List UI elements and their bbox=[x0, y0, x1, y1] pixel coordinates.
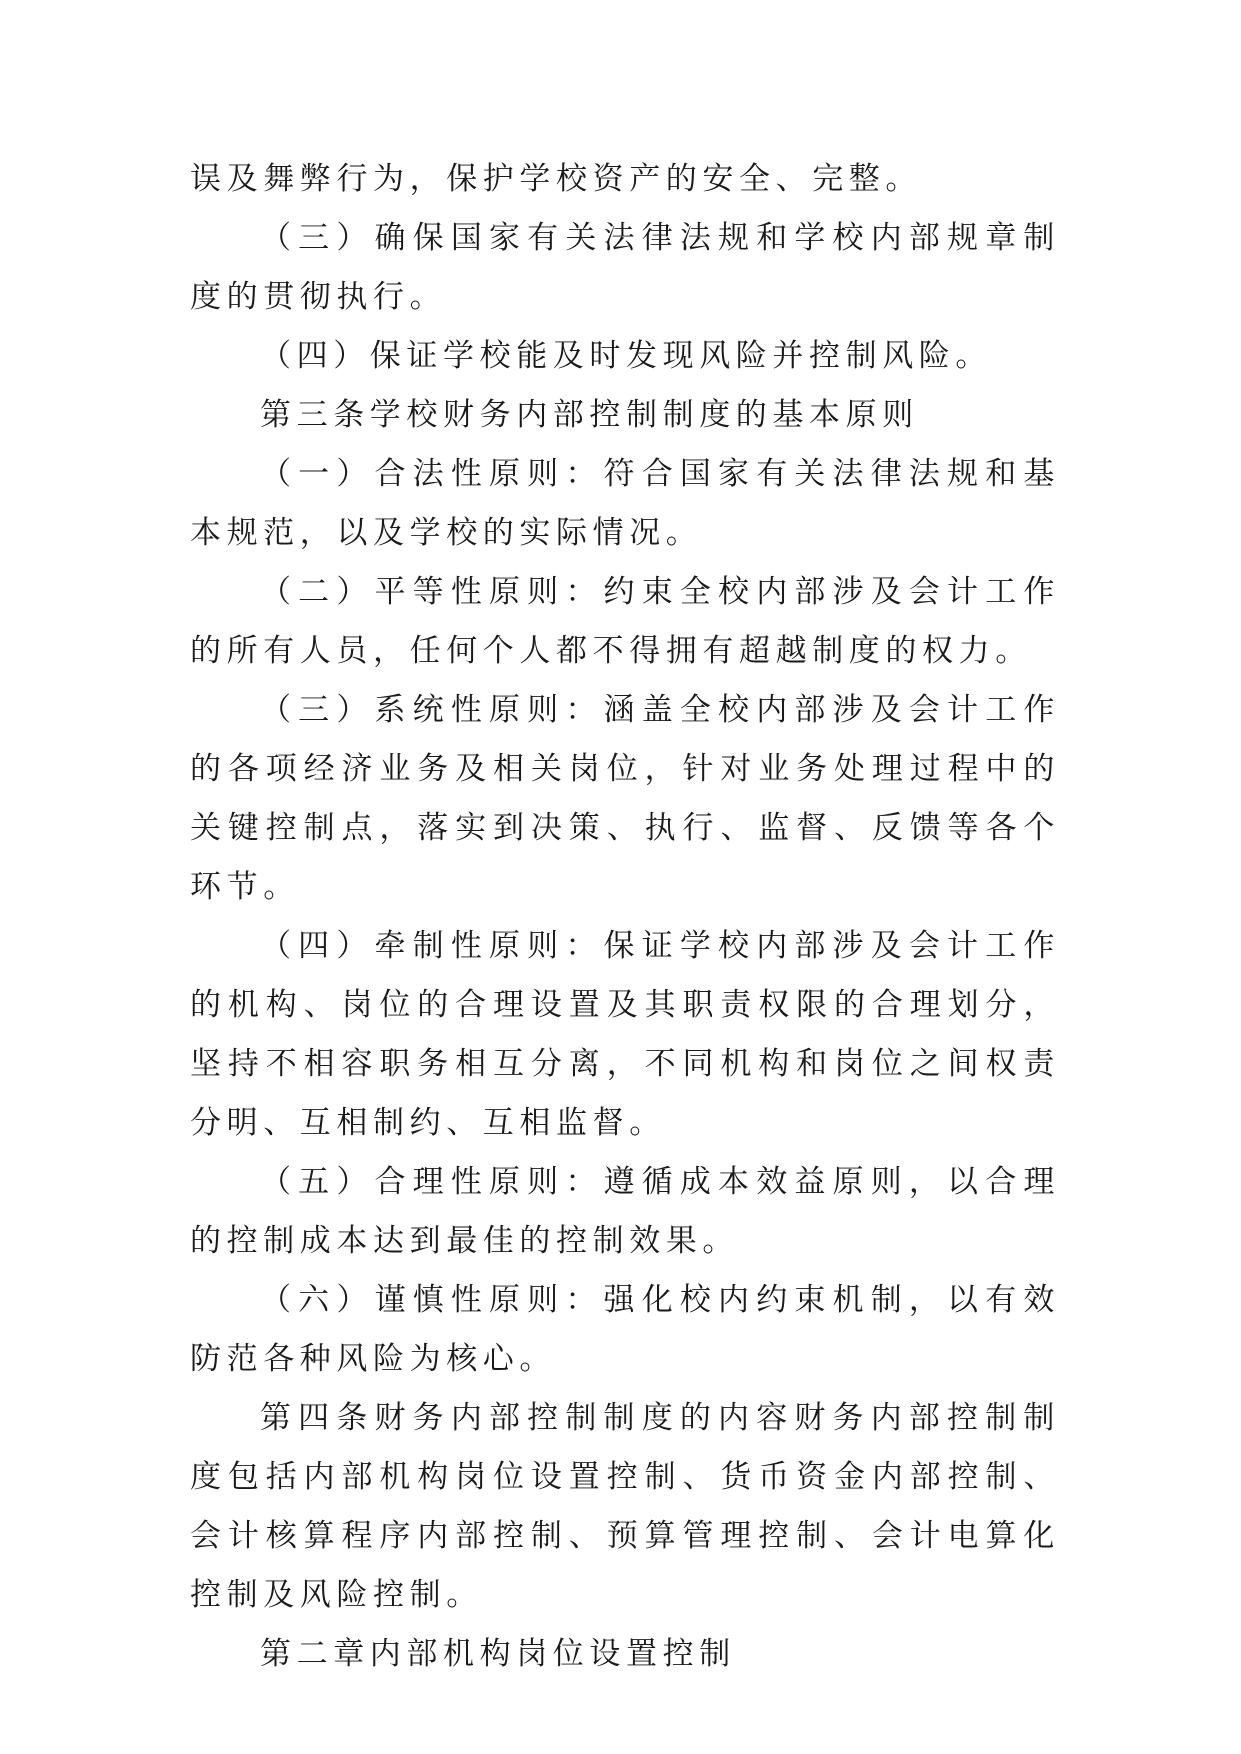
principle-checks: （四）牵制性原则：保证学校内部涉及会计工作的机构、岗位的合理设置及其职责权限的合理划分，坚持不相容职务相互分离，不同机构和岗位之间权责分明、互相制约、互相监督。 bbox=[190, 928, 1060, 1141]
document-body bbox=[190, 150, 1060, 1684]
principle-systematic: （三）系统性原则：涵盖全校内部涉及会计工作的各项经济业务及相关岗位，针对业务处理过程中的关键控制点，落实到决策、执行、监督、反馈等各个环节。 bbox=[190, 692, 1060, 905]
article-3-heading: 第三条学校财务内部控制制度的基本原则 bbox=[260, 397, 919, 433]
paragraph-item-4: （四）保证学校能及时发现风险并控制风险。 bbox=[260, 338, 992, 374]
principle-legality: （一）合法性原则：符合国家有关法律法规和基本规范，以及学校的实际情况。 bbox=[190, 456, 1060, 551]
article-4-paragraph: 第四条财务内部控制制度的内容财务内部控制制度包括内部机构岗位设置控制、货币资金内部控制、会计核算程序内部控制、预算管理控制、会计电算化控制及风险控制。 bbox=[190, 1400, 1060, 1613]
paragraph-item-3: （三）确保国家有关法律法规和学校内部规章制度的贯彻执行。 bbox=[190, 220, 1060, 315]
paragraph-continuation: 误及舞弊行为，保护学校资产的安全、完整。 bbox=[190, 161, 922, 197]
principle-equality: （二）平等性原则：约束全校内部涉及会计工作的所有人员，任何个人都不得拥有超越制度的权力。 bbox=[190, 574, 1060, 669]
principle-reasonableness: （五）合理性原则：遵循成本效益原则，以合理的控制成本达到最佳的控制效果。 bbox=[190, 1164, 1060, 1259]
chapter-2-heading: 第二章内部机构岗位设置控制 bbox=[260, 1636, 736, 1672]
principle-prudence: （六）谨慎性原则：强化校内约束机制，以有效防范各种风险为核心。 bbox=[190, 1282, 1060, 1377]
